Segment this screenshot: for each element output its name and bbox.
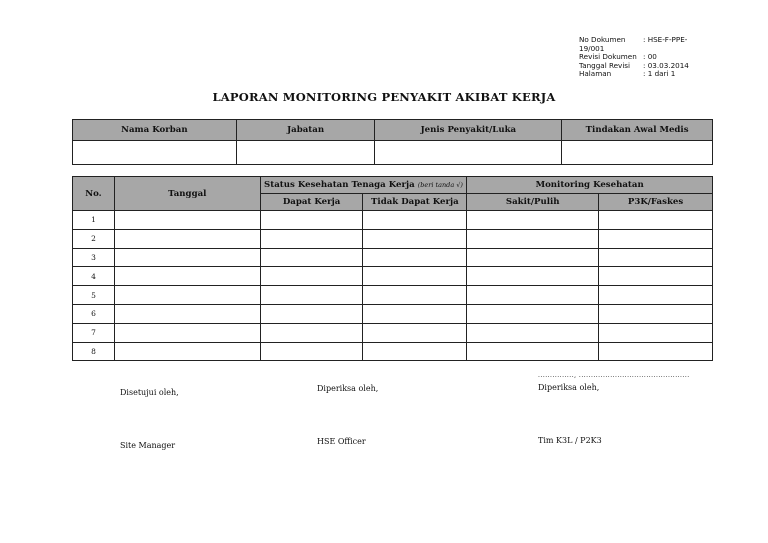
- sakit-pulih-cell[interactable]: [467, 248, 599, 267]
- halaman-value: : 1 dari 1: [643, 69, 676, 79]
- table-header-row: [73, 177, 713, 194]
- header-jabatan: Jabatan: [236, 120, 375, 141]
- dapat-kerja-cell[interactable]: [260, 229, 363, 248]
- dapat-kerja-cell[interactable]: [260, 211, 363, 230]
- sakit-pulih-cell[interactable]: [467, 229, 599, 248]
- p3k-faskes-cell[interactable]: [599, 342, 713, 361]
- tidak-dapat-kerja-cell[interactable]: [363, 342, 467, 361]
- table-row: [73, 304, 713, 323]
- page-title: LAPORAN MONITORING PENYAKIT AKIBAT KERJA: [212, 90, 556, 104]
- header-tindakan-awal: Tindakan Awal Medis: [562, 120, 713, 141]
- tidak-dapat-kerja-cell[interactable]: [363, 286, 467, 305]
- table-row: [73, 323, 713, 342]
- p3k-faskes-cell[interactable]: [599, 229, 713, 248]
- revisi-label: Revisi Dokumen: [579, 52, 637, 62]
- jenis-penyakit-field[interactable]: [375, 141, 562, 165]
- p3k-faskes-cell[interactable]: [599, 323, 713, 342]
- table-row: [73, 229, 713, 248]
- tidak-dapat-kerja-cell[interactable]: [363, 304, 467, 323]
- no-dokumen-cont: 19/001: [579, 43, 605, 53]
- tidak-dapat-kerja-cell[interactable]: [363, 211, 467, 230]
- revisi-value: : 00: [643, 52, 657, 62]
- table-row: [73, 342, 713, 361]
- dapat-kerja-cell[interactable]: [260, 304, 363, 323]
- tanggal-cell[interactable]: [114, 229, 260, 248]
- disetujui-label: Disetujui oleh,: [120, 388, 179, 397]
- tanggal-revisi-value: : 03.03.2014: [643, 60, 689, 70]
- tidak-dapat-kerja-cell[interactable]: [363, 267, 467, 286]
- tanggal-cell[interactable]: [114, 248, 260, 267]
- halaman-label: Halaman: [579, 69, 612, 79]
- p3k-faskes-cell[interactable]: [599, 211, 713, 230]
- header-monitoring-kesehatan: Monitoring Kesehatan: [467, 177, 713, 194]
- table-row: [73, 248, 713, 267]
- table-row: [73, 267, 713, 286]
- row-number: 3: [73, 248, 115, 267]
- victim-info-table: [72, 119, 713, 165]
- header-p3k-faskes: P3K/Faskes: [599, 194, 713, 211]
- site-manager-label: Site Manager: [120, 441, 176, 450]
- header-tanggal: Tanggal: [114, 177, 260, 211]
- row-number: 4: [73, 267, 115, 286]
- header-sakit-pulih: Sakit/Pulih: [467, 194, 599, 211]
- table-row: [73, 286, 713, 305]
- sakit-pulih-cell[interactable]: [467, 211, 599, 230]
- tanggal-cell[interactable]: [114, 323, 260, 342]
- dapat-kerja-cell[interactable]: [260, 248, 363, 267]
- tidak-dapat-kerja-cell[interactable]: [363, 229, 467, 248]
- status-note: (beri tanda √): [417, 181, 463, 189]
- document-info: [579, 36, 689, 79]
- tindakan-awal-field[interactable]: [562, 141, 713, 165]
- diperiksa-label-1: Diperiksa oleh,: [317, 384, 379, 393]
- header-tidak-dapat-kerja: Tidak Dapat Kerja: [363, 194, 467, 211]
- table-row: [73, 141, 713, 165]
- row-number: 5: [73, 286, 115, 305]
- p3k-faskes-cell[interactable]: [599, 267, 713, 286]
- sakit-pulih-cell[interactable]: [467, 286, 599, 305]
- dapat-kerja-cell[interactable]: [260, 286, 363, 305]
- tanggal-cell[interactable]: [114, 267, 260, 286]
- header-nama-korban: Nama Korban: [73, 120, 237, 141]
- sakit-pulih-cell[interactable]: [467, 304, 599, 323]
- row-number: 6: [73, 304, 115, 323]
- jabatan-field[interactable]: [236, 141, 375, 165]
- dapat-kerja-cell[interactable]: [260, 323, 363, 342]
- no-dokumen-value: : HSE-F-PPE-: [643, 35, 688, 44]
- row-number: 7: [73, 323, 115, 342]
- no-dokumen-label: No Dokumen: [579, 35, 626, 44]
- tanggal-revisi-label: Tanggal Revisi: [579, 60, 631, 70]
- sakit-pulih-cell[interactable]: [467, 342, 599, 361]
- tanggal-cell[interactable]: [114, 286, 260, 305]
- tanggal-cell[interactable]: [114, 342, 260, 361]
- tidak-dapat-kerja-cell[interactable]: [363, 323, 467, 342]
- nama-korban-field[interactable]: [73, 141, 237, 165]
- header-status-kesehatan: [260, 177, 467, 194]
- table-header-row: [73, 120, 713, 141]
- header-dapat-kerja: Dapat Kerja: [260, 194, 363, 211]
- status-header-text: Status Kesehatan Tenaga Kerja: [264, 180, 415, 190]
- sakit-pulih-cell[interactable]: [467, 323, 599, 342]
- p3k-faskes-cell[interactable]: [599, 248, 713, 267]
- table-row: [73, 211, 713, 230]
- tim-k3l-label: Tim K3L / P2K3: [538, 436, 602, 445]
- dapat-kerja-cell[interactable]: [260, 267, 363, 286]
- diperiksa-label-2: Diperiksa oleh,: [538, 383, 600, 392]
- hse-officer-label: HSE Officer: [317, 437, 366, 446]
- row-number: 2: [73, 229, 115, 248]
- monitoring-table: [72, 176, 713, 361]
- tanggal-cell[interactable]: [114, 304, 260, 323]
- row-number: 8: [73, 342, 115, 361]
- tidak-dapat-kerja-cell[interactable]: [363, 248, 467, 267]
- tanggal-cell[interactable]: [114, 211, 260, 230]
- p3k-faskes-cell[interactable]: [599, 304, 713, 323]
- sakit-pulih-cell[interactable]: [467, 267, 599, 286]
- date-place-line: ..............., ..............................................: [538, 372, 690, 379]
- row-number: 1: [73, 211, 115, 230]
- p3k-faskes-cell[interactable]: [599, 286, 713, 305]
- header-jenis-penyakit: Jenis Penyakit/Luka: [375, 120, 562, 141]
- header-no: No.: [73, 177, 115, 211]
- dapat-kerja-cell[interactable]: [260, 342, 363, 361]
